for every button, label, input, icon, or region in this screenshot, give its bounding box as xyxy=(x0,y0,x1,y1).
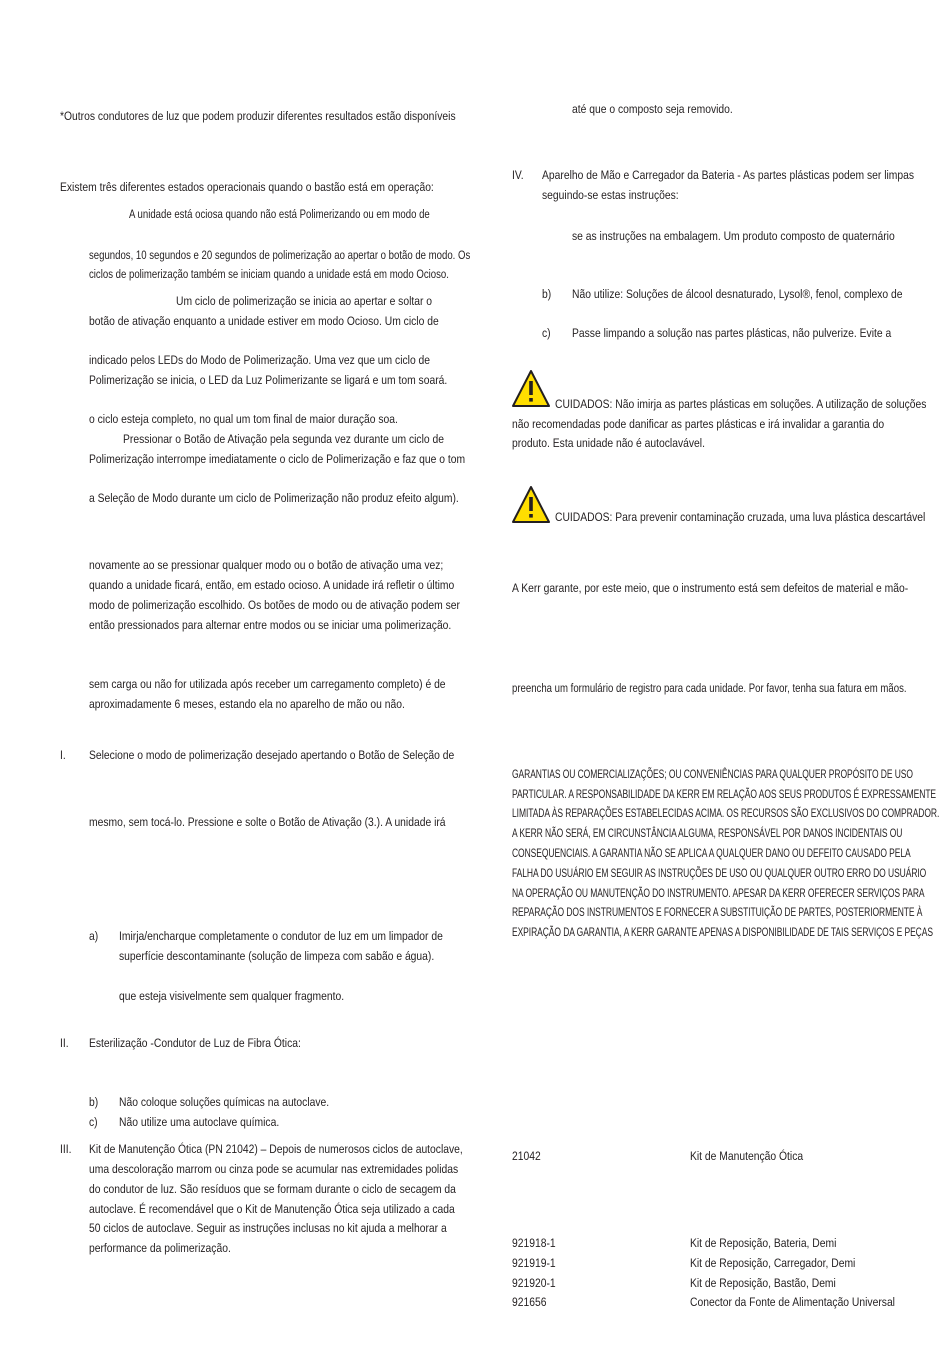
step-1-text: Selecione o modo de polimerização desejado apertando o Botão de Seleção de xyxy=(89,748,455,762)
part-description: Conector da Fonte de Alimentação Universal xyxy=(690,1295,895,1309)
part-description: Kit de Manutenção Ótica xyxy=(690,1149,804,1163)
warranty-text: A Kerr garante, por este meio, que o instrumento está sem defeitos de material e mão- xyxy=(512,581,909,595)
part-description: Kit de Reposição, Bateria, Demi xyxy=(690,1236,837,1250)
legal-line: REPARAÇÃO DOS INSTRUMENTOS E FORNECER A SUBSTITUIÇÃO DE PARTES, POSTERIORMENTE À xyxy=(512,905,923,919)
wake-text-2: quando a unidade ficará, então, em estado ocioso. A unidade irá refletir o último xyxy=(89,578,455,592)
item-a-text-2: superfície descontaminante (solução de limpeza com sabão e água). xyxy=(119,949,435,963)
intro-note: *Outros condutores de luz que podem produzir diferentes resultados estão disponíveis xyxy=(60,109,456,123)
step-1-number: I. xyxy=(60,748,66,762)
section-4-b-text: Não utilize: Soluções de álcool desnaturado, Lysol®, fenol, complexo de xyxy=(572,287,903,301)
section-3-line-5: 50 ciclos de autoclave. Seguir as instruções inclusas no kit ajuda a melhorar a xyxy=(89,1221,447,1235)
battery-text-2: aproximadamente 6 meses, estando ela no aparelho de mão ou não. xyxy=(89,697,405,711)
part-description: Kit de Reposição, Bastão, Demi xyxy=(690,1276,836,1290)
modes-text-1: segundos, 10 segundos e 20 segundos de polimerização ao apertar o botão de modo. Os xyxy=(89,248,471,262)
part-number: 21042 xyxy=(512,1149,541,1163)
modes-text-2: ciclos de polimerização também se iniciam quando a unidade está em modo Ocioso. xyxy=(89,267,449,281)
legal-line: A KERR NÃO SERÁ, EM CIRCUNSTÂNCIA ALGUMA, RESPONSÁVEL POR DANOS INCIDENTAIS OU xyxy=(512,826,903,840)
section-4-c-text: Passe limpando a solução nas partes plásticas, não pulverize. Evite a xyxy=(572,326,892,340)
cycle-text-4: Polimerização se inicia, o LED da Luz Polimerizante se ligará e um tom soará. xyxy=(89,373,448,387)
section-2-title: Esterilização -Condutor de Luz de Fibra Ótica: xyxy=(89,1036,301,1050)
battery-text-1: sem carga ou não for utilizada após receber um carregamento completo) é de xyxy=(89,677,446,691)
cycle-text-8: a Seleção de Modo durante um ciclo de Polimerização não produz efeito algum). xyxy=(89,491,459,505)
section-3-line-4: autoclave. É recomendável que o Kit de Manutenção Ótica seja utilizado a cada xyxy=(89,1202,455,1216)
part-number: 921920-1 xyxy=(512,1276,556,1290)
item-b-label: b) xyxy=(89,1095,99,1109)
legal-line: GARANTIAS OU COMERCIALIZAÇÕES; OU CONVENIÊNCIAS PARA QUALQUER PROPÓSITO DE USO xyxy=(512,767,913,781)
step-1-continued: mesmo, sem tocá-lo. Pressione e solte o Botão de Ativação (3.). A unidade irá xyxy=(89,815,446,829)
wake-text-4: então pressionados para alternar entre modos ou se iniciar uma polimerização. xyxy=(89,618,452,632)
section-4-c-label: c) xyxy=(542,326,551,340)
caution-1-line-1: CUIDADOS: Não imirja as partes plásticas em soluções. A utilização de soluções xyxy=(555,397,927,411)
legal-line: LIMITADA ÀS REPARAÇÕES ESTABELECIDAS ACIMA. OS RECURSOS SÃO EXCLUSIVOS DO COMPRADOR. xyxy=(512,806,940,820)
cycle-text-3: indicado pelos LEDs do Modo de Polimerização. Uma vez que um ciclo de xyxy=(89,353,431,367)
part-number: 921919-1 xyxy=(512,1256,556,1270)
wake-text-3: modo de polimerização escolhido. Os botões de modo ou de ativação podem ser xyxy=(89,598,460,612)
legal-line: FALHA DO USUÁRIO EM SEGUIR AS INSTRUÇÕES DE USO OU QUALQUER OUTRO ERRO DO USUÁRIO xyxy=(512,866,927,880)
item-a-text-1: Imirja/encharque completamente o condutor de luz em um limpador de xyxy=(119,929,443,943)
part-number: 921656 xyxy=(512,1295,547,1309)
item-a-label: a) xyxy=(89,929,99,943)
section-3-line-2: uma descoloração marrom ou cinza pode se acumular nas extremidades polidas xyxy=(89,1162,459,1176)
section-4-line-2: seguindo-se estas instruções: xyxy=(542,188,679,202)
item-c-label: c) xyxy=(89,1115,98,1129)
wake-text-1: novamente ao se pressionar qualquer modo ou o botão de ativação uma vez; xyxy=(89,558,444,572)
item-b-text: Não coloque soluções químicas na autoclave. xyxy=(119,1095,330,1109)
idle-state-text: A unidade está ociosa quando não está Polimerizando ou em modo de xyxy=(129,207,430,221)
legal-line: EXPIRAÇÃO DA GARANTIA, A KERR GARANTE APENAS A DISPONIBILIDADE DE TAIS SERVIÇOS E PEÇAS xyxy=(512,925,933,939)
cycle-text-2: botão de ativação enquanto a unidade estiver em modo Ocioso. Um ciclo de xyxy=(89,314,439,328)
cycle-text-6: Pressionar o Botão de Ativação pela segunda vez durante um ciclo de xyxy=(123,432,444,446)
section-3-line-1: Kit de Manutenção Ótica (PN 21042) – Depois de numerosos ciclos de autoclave, xyxy=(89,1142,463,1156)
section-4-number: IV. xyxy=(512,168,524,182)
legal-line: PARTICULAR. A RESPONSABILIDADE DA KERR EM RELAÇÃO AOS SEUS PRODUTOS É EXPRESSAMENTE xyxy=(512,787,937,801)
composite-removal-text: até que o composto seja removido. xyxy=(572,102,733,116)
legal-line: CONSEQUENCIAIS. A GARANTIA NÃO SE APLICA A QUALQUER DANO OU DEFEITO CAUSADO PELA xyxy=(512,846,911,860)
section-2-number: II. xyxy=(60,1036,69,1050)
section-3-line-6: performance da polimerização. xyxy=(89,1241,231,1255)
section-4-b-label: b) xyxy=(542,287,552,301)
cycle-text-7: Polimerização interrompe imediatamente o ciclo de Polimerização e faz que o tom xyxy=(89,452,466,466)
section-4-a-continued: se as instruções na embalagem. Um produto composto de quaternário xyxy=(572,229,895,243)
cycle-text-1: Um ciclo de polimerização se inicia ao apertar e soltar o xyxy=(176,294,433,308)
registration-text: preencha um formulário de registro para cada unidade. Por favor, tenha sua fatura em mãos. xyxy=(512,681,907,695)
item-c-text: Não utilize uma autoclave química. xyxy=(119,1115,280,1129)
warning-triangle-icon xyxy=(512,369,550,407)
section-3-number: III. xyxy=(60,1142,72,1156)
caution-2-text: CUIDADOS: Para prevenir contaminação cruzada, uma luva plástica descartável xyxy=(555,510,926,524)
operating-states-intro: Existem três diferentes estados operacionais quando o bastão está em operação: xyxy=(60,180,434,194)
section-4-line-1: Aparelho de Mão e Carregador da Bateria - As partes plásticas podem ser limpas xyxy=(542,168,915,182)
part-number: 921918-1 xyxy=(512,1236,556,1250)
cycle-text-5: o ciclo esteja completo, no qual um tom final de maior duração soa. xyxy=(89,412,398,426)
part-description: Kit de Reposição, Carregador, Demi xyxy=(690,1256,856,1270)
warning-triangle-icon xyxy=(512,485,550,523)
item-a-continued: que esteja visivelmente sem qualquer fragmento. xyxy=(119,989,345,1003)
caution-1-line-3: produto. Esta unidade não é autoclavável. xyxy=(512,436,705,450)
caution-1-line-2: não recomendadas pode danificar as partes plásticas e irá invalidar a garantia do xyxy=(512,417,885,431)
legal-line: NA OPERAÇÃO OU MANUTENÇÃO DO INSTRUMENTO. APESAR DA KERR OFERECER SERVIÇOS PARA xyxy=(512,886,925,900)
section-3-line-3: do condutor de luz. São resíduos que se formam durante o ciclo de secagem da xyxy=(89,1182,456,1196)
